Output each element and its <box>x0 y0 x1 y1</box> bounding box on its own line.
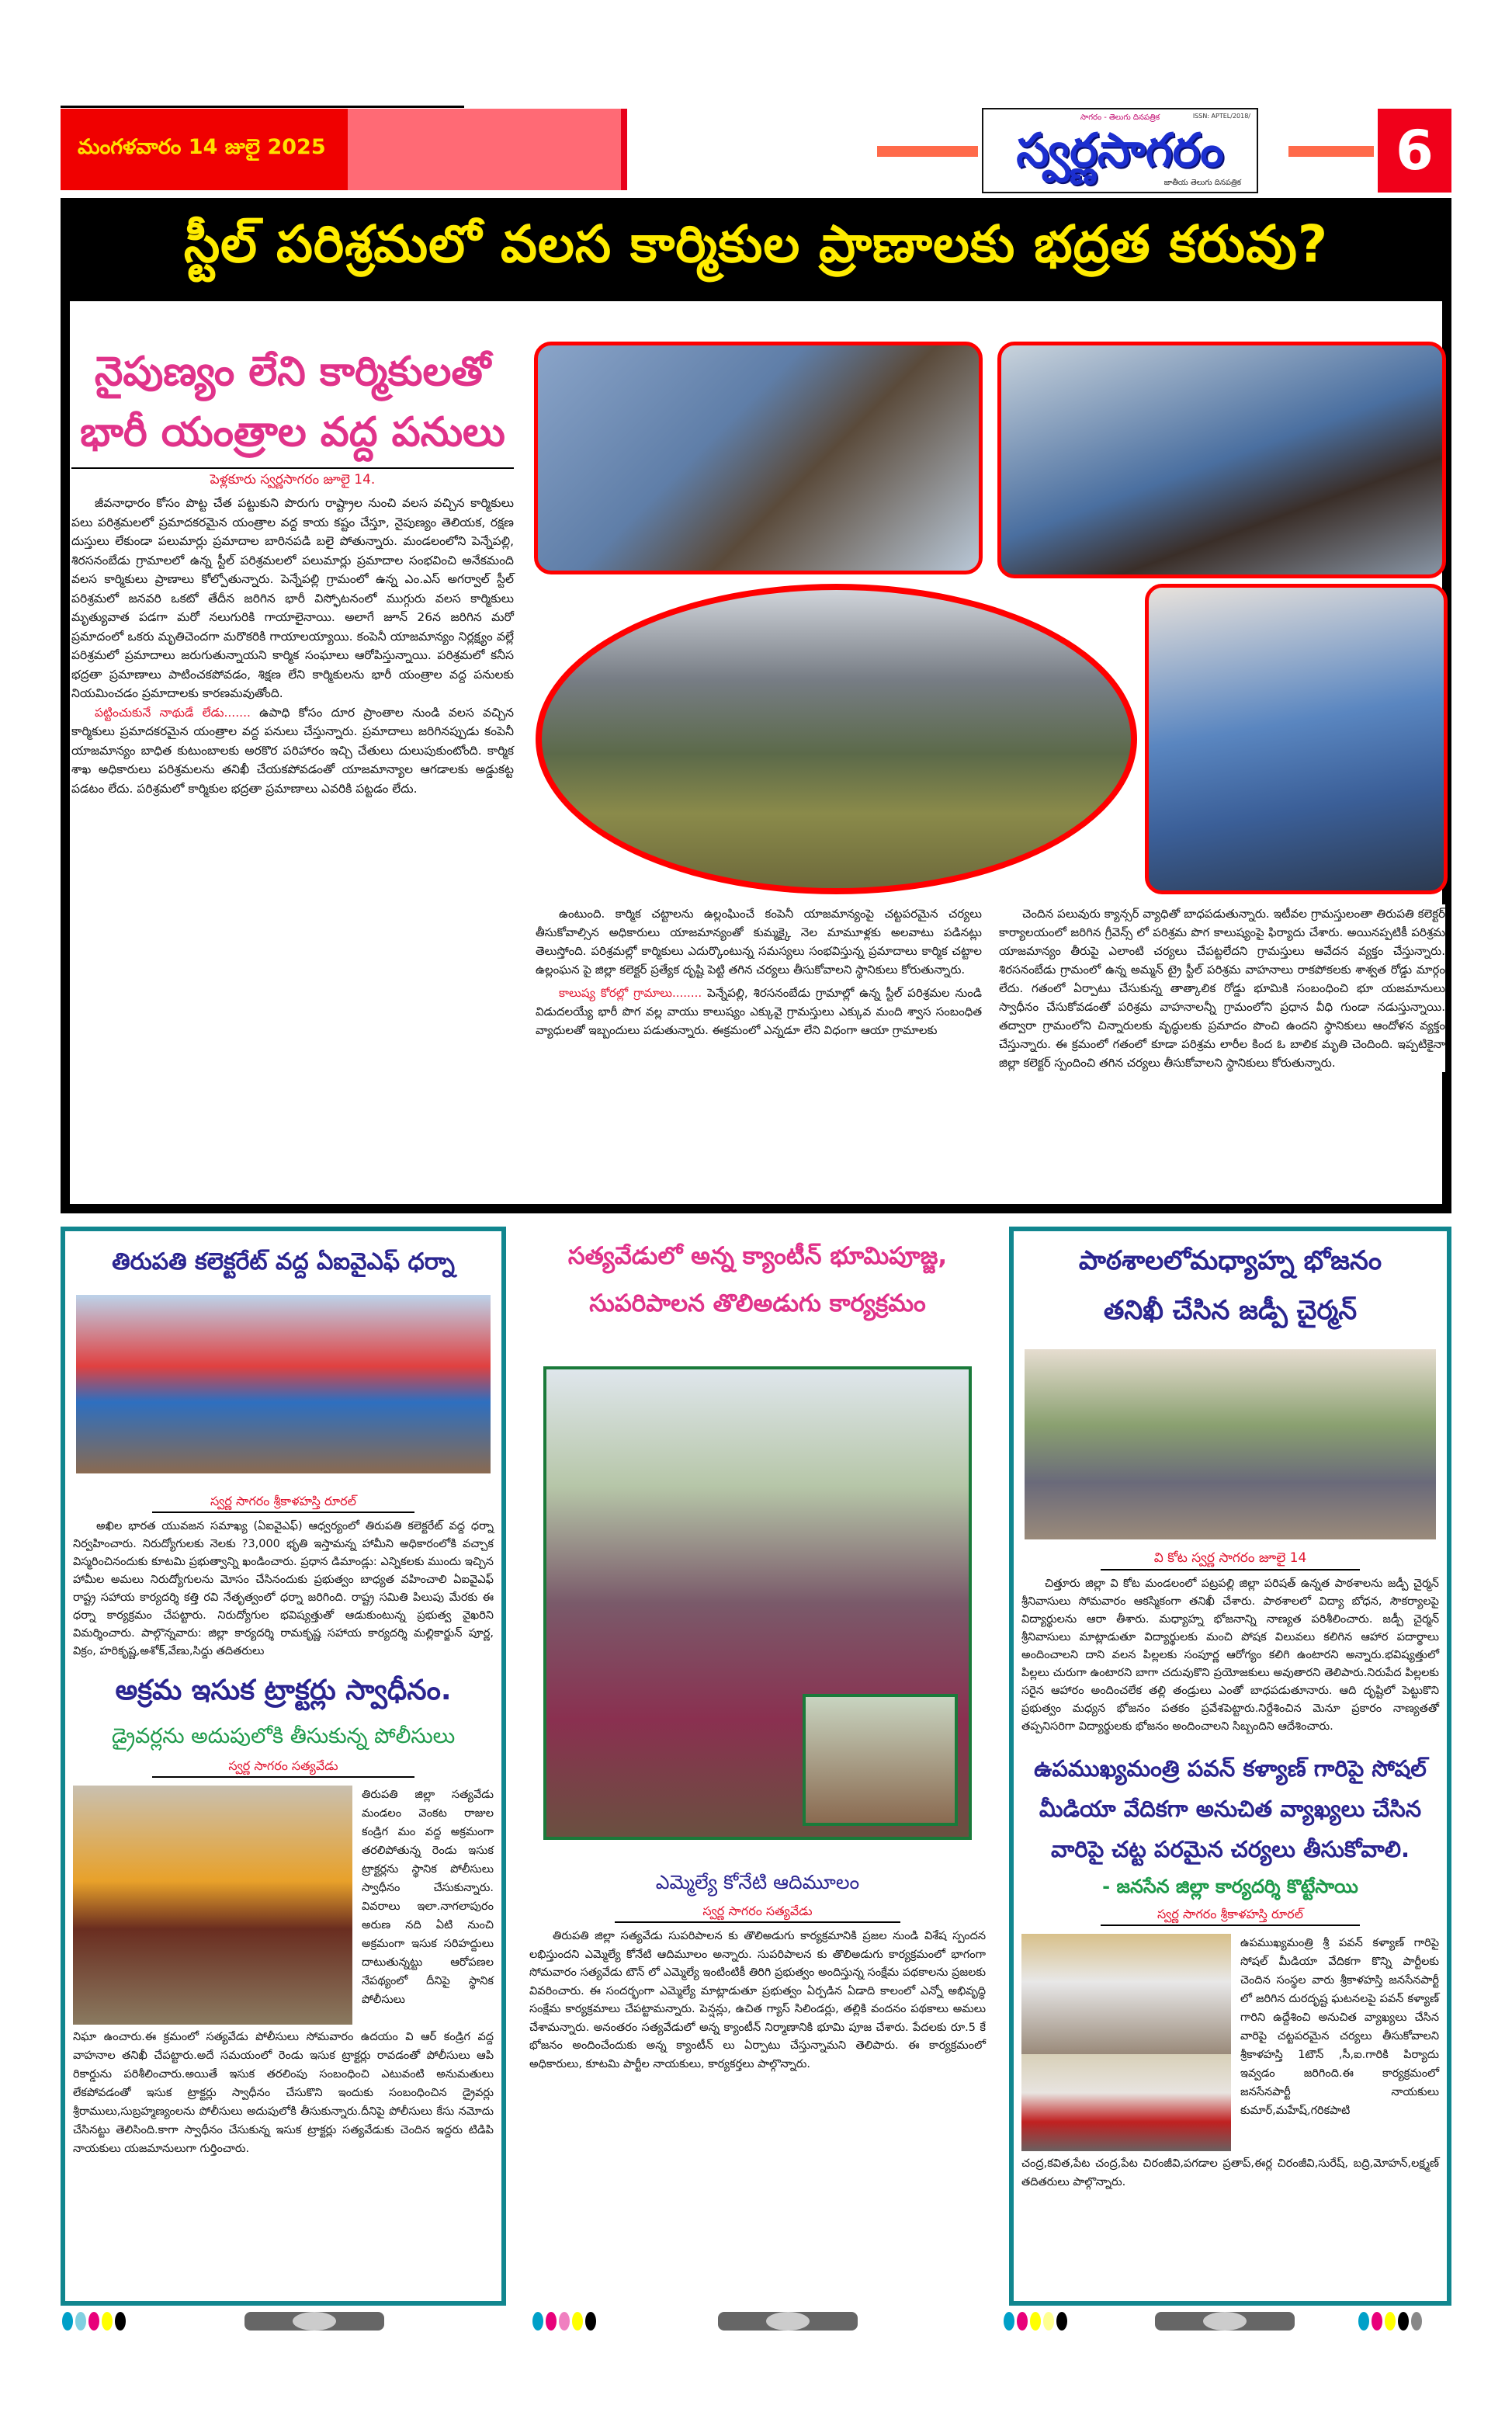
lead-body-5: చెందిన పలువురు క్యాన్సర్ వ్యాధితో బాధపడుతున్నారు. ఇటీవల గ్రామస్తులంతా తిరుపతి కలెక్టర్ కార్యాలయంలో జరిగిన గ్రీవెన్స్ లో పరిశ్రమ పొగ కాలుష్యంపై ఫిర్యాదు చేశారు. అయినప్పటికీ పరిశ్రమ యాజమాన్యం తీరుపై ఎలాంటి చర్యలు చేపట్టలేదని గ్రామస్తులు ఆవేదన వ్యక్తం చేస్తున్నారు. శిరసనంబేడు గ్రామంలో ఉన్న అమ్మన్ ట్రై స్టీల్ పరిశ్రమ వాహనాలు రాకపోకలకు శాశ్వత రోడ్డు మార్గం లేదు. గతంలో ఏర్పాటు చేసుకున్న తాత్కాలిక రోడ్డు భూమికి సంబంధించి భూ యజమానులు స్వాధీనం చేసుకోవడంతో పరిశ్రమ వాహనాలన్నీ గ్రామంలోని ప్రధాన వీధి గుండా నడుస్తున్నాయి. తద్వారా గ్రామంలోని చిన్నారులకు వృద్ధులకు ప్రమాదం పొంచి ఉందని స్థానికులు ఆందోళన వ్యక్తం చేస్తున్నారు. ఈ క్రమంలో గతంలో కూడా పరిశ్రమ లారీల కింద ఓ బాలిక మృతి చెందింది. ఇప్పటికైనా జిల్లా కలెక్టర్ స్పందించి తగిన చర్యలు తీసుకోవాలని స్థానికులు కోరుతున్నారు. <box>999 907 1445 1070</box>
photo-sand-tractor <box>73 1786 352 2025</box>
newspaper-logo <box>982 108 1258 193</box>
lead-subheadline-2: భారీ యంత్రాల వద్ద పనులు <box>80 409 505 456</box>
registration-bar <box>718 2312 858 2331</box>
story-column-2 <box>520 1227 995 2306</box>
lead-kicker-1: పట్టించుకునే నాథుడే లేడు....... <box>95 705 251 720</box>
date-box-fill <box>348 109 627 190</box>
top-rule <box>61 106 464 108</box>
col1-dateline-2: స్వర్ణ సాగరం సత్యవేడు <box>152 1758 414 1778</box>
page-number: 6 <box>1378 109 1451 193</box>
photo-janasena-complaint <box>1021 1934 1231 2054</box>
lead-headline: స్టీల్ పరిశ్రమలో వలస కార్మికుల ప్రాణాలకు భద్రత కరువు? <box>61 198 1451 303</box>
col1-subheadline-2: డ్రైవర్లను అదుపులోకి తీసుకున్న పోలీసులు <box>111 1724 456 1748</box>
lead-dateline: పెళ్లకూరు స్వర్ణసాగరం జూలై 14. <box>71 467 514 491</box>
col1-headline: తిరుపతి కలెక్టరేట్ వద్ద ఏఐవైఎఫ్ ధర్నా <box>112 1248 455 1275</box>
logo-subtitle: జాతీయ తెలుగు దినపత్రిక <box>1163 179 1241 187</box>
col3-dateline: వి కోట స్వర్ణ సాగరం జూలై 14 <box>1101 1550 1361 1570</box>
divider-dash <box>1288 146 1374 157</box>
registration-bar <box>244 2312 384 2331</box>
photo-anna-canteen-event <box>543 1366 972 1840</box>
lead-body-1: జీవనాధారం కోసం పొట్ట చేత పట్టుకుని పొరుగు రాష్ట్రాల నుంచి వలస వచ్చిన కార్మికులు పలు పరిశ్రమలలో ప్రమాదకరమైన యంత్రాల వద్ద కాయ కష్టం చేస్తూ, నైపుణ్యం తెలియక, రక్షణ దుస్తులు లేకుండా పలుమార్లు ప్రమాదాల బారినపడి బలై పోతున్నారు. మండలంలోని పెన్నేపల్లి, శిరసనంబేడు గ్రామాలలో ఉన్న స్టీల్ పరిశ్రమలలో పలుమార్లు ప్రమాదాల సంభవించి అనేకమంది వలస కార్మికులు ప్రాణాలు కోల్పోతున్నారు. పెన్నేపల్లి గ్రామంలో ఉన్న ఎం.ఎస్ అగర్వాల్ స్టీల్ పరిశ్రమలో జనవరి ఒకటో తేదీన జరిగిన భారీ విస్ఫోటనంలో ముగ్గురు వలస కార్మికులు మృత్యువాత పడగా మరో నలుగురికి గాయాలైనాయి. అలాగే జూన్ 26న జరిగిన మరో ప్రమాదంలో ఒకరు మృతిచెందగా మరొకరికి గాయాలయ్యాయి. కంపెనీ యాజమాన్యం నిర్లక్ష్యం వల్లే పరిశ్రమలో ప్రమాదాలు జరుగుతున్నాయని కార్మిక సంఘాలు ఆరోపిస్తున్నాయి. పరిశ్రమలో కనీస భద్రతా ప్రమాణాలు పాటించకపోవడం, శిక్షణ లేని కార్మికులను భారీ యంత్రాల వద్ద పనులకు నియమించడం ప్రమాదాలకు కారణమవుతోంది. <box>71 496 514 700</box>
inset-photo <box>803 1694 958 1826</box>
story-column-1 <box>61 1227 506 2306</box>
photo-group <box>1021 1934 1231 2151</box>
photo-school-meal-inspection <box>1025 1349 1436 1539</box>
issn: ISSN: APTEL/2018/ <box>1192 113 1250 120</box>
col3-byline-2: - జనసేన జిల్లా కార్యదర్శి కొట్టేసాయి <box>1102 1876 1358 1897</box>
color-registration-marks <box>1004 2312 1067 2331</box>
lead-continuation-text <box>536 904 1445 1072</box>
col3-body: చిత్తూరు జిల్లా వి కోట మండలంలో పట్రపల్లి జిల్లా పరిషత్ ఉన్నత పాఠశాలను జడ్పీ చైర్మన్ శ్రీనివాసులు సోమవారం ఆకస్మికంగా తనిఖీ చేశారు. పాఠశాలలో విద్యా బోధన, సౌకర్యాలపై విద్యార్థులను ఆరా తీశారు. మధ్యాహ్న భోజనాన్ని నాణ్యత పరిశీలించారు. జడ్పీ చైర్మన్ శ్రీనివాసులు మాట్లాడుతూ విద్యార్థులకు మంచి పోషక విలువలు కలిగిన ఆహార పదార్థాలు అందించాలని దాని వలన పిల్లలకు సంపూర్ణ ఆరోగ్యం కలిగి ఉంటారని అన్నారు.భవిష్యత్తులో పిల్లలు చురుగా ఉంటారని బాగా చదువుకొని ప్రయోజకులు అవుతారని తెలిపారు.నిరుపేద పిల్లలకు సరైన ఆహారం అందించలేక తల్లి తండ్రులు ఎంతో బాధపడుతూనారు. ఆది దృష్టిలో పెట్టుకొని ప్రభుత్వం మధ్యన భోజనం పతకం ప్రవేశపెట్టారు.నిర్దేశించిన మెనూ ప్రకారం నాణ్యతతో తప్పనిసరిగా విద్యార్థులకు భోజనం అందించాలని సిబ్బందిని ఆదేశించారు. <box>1021 1577 1439 1733</box>
logo-name: స్వర్ణసాగరం <box>1016 123 1224 178</box>
photo-injured-worker-bed <box>534 342 983 574</box>
lead-body-3: ఉంటుంది. కార్మిక చట్టాలను ఉల్లంఘించే కంపెనీ యాజమాన్యంపై చట్టపరమైన చర్యలు తీసుకోవాల్సిన అధికారులు యాజమాన్యంతో కుమ్మక్కై నెల మామూళ్లకు అలవాటు పడినట్లు తెలుస్తోంది. పరిశ్రమల్లో కార్మికులు ఎదుర్కొంటున్న సమస్యలు సంభవిస్తున్న ప్రమాదాలు కార్మిక చట్టాల ఉల్లంఘన పై జిల్లా కలెక్టర్ ప్రత్యేక దృష్టి పెట్టి తగిన చర్యలు తీసుకోవాలని స్థానికులు కోరుతున్నారు. <box>536 907 982 977</box>
col3-dateline-2: స్వర్ణ సాగరం శ్రీకాళహస్తి రూరల్ <box>1101 1907 1361 1926</box>
color-registration-marks <box>1358 2312 1422 2331</box>
lead-body-2: ఉపాధి కోసం దూర ప్రాంతాల నుండి వలస వచ్చిన కార్మికులు ప్రమాదకరమైన యంత్రాల వద్ద పనులు చేస్తున్నారు. ప్రమాదాలు జరిగినప్పుడు కంపెనీ యాజమాన్యం బాధిత కుటుంబాలకు అరకొర పరిహారం ఇచ్చి చేతులు దులుపుకుంటోంది. కార్మిక శాఖ అధికారులు పరిశ్రమలను తనిఖీ చేయకపోవడంతో యాజమాన్యాల ఆగడాలకు అడ్డుకట్ట పడటం లేదు. పరిశ్రమలో కార్మికుల భద్రతా ప్రమాణాలు ఎవరికి పట్టడం లేదు. <box>71 705 514 796</box>
col2-dateline: స్వర్ణ సాగరం సత్యవేడు <box>615 1904 900 1923</box>
col1-headline-2: అక్రమ ఇసుక ట్రాక్టర్లు స్వాధీనం. <box>115 1675 452 1706</box>
divider-dash <box>877 146 978 157</box>
col3-headline-2: తనిఖీ చేసిన జడ్పీ చైర్మన్ <box>1103 1295 1358 1326</box>
col2-subheadline: ఎమ్మెల్యే కోనేటి ఆదిమూలం <box>655 1871 860 1893</box>
registration-bar <box>1155 2312 1295 2331</box>
col3-headline-1: పాఠశాలలోమధ్యాహ్న భోజనం <box>1078 1245 1382 1276</box>
photo-injured-worker-hospital <box>997 342 1446 578</box>
col1-body: అఖిల భారత యువజన సమాఖ్య (ఏఐవైఎఫ్) ఆధ్వర్యంలో తిరుపతి కలెక్టరేట్ వద్ద ధర్నా నిర్వహించారు. నిరుద్యోగులకు నెలకు ?3,000 భృతి ఇస్తామన్న హామీని అధికారంలోకి వచ్చాక విస్మరించినందుకు కూటమి ప్రభుత్వాన్ని ఖండించారు. ప్రధాన డిమాండ్లు: ఎన్నికలకు ముందు ఇచ్చిన హామీల అమలు నిరుద్యోగులను మోసం చేసినందుకు ప్రభుత్వం బాధ్యత వహించాలి ఏఐవైఎఫ్ రాష్ట్ర సహాయ కార్యదర్శి కత్తి రవి నేతృత్వంలో ధర్నా జరిగింది. రాష్ట్ర సమితి పిలుపు మేరకు ఈ ధర్నా కార్యక్రమం చేపట్టారు. నిరుద్యోగుల భవిష్యత్తుతో ఆడుకుంటున్న ప్రభుత్వ వైఖరిని విమర్శించారు. పాల్గొన్నవారు: జిల్లా కార్యదర్శి రామకృష్ణ సహాయ కార్యదర్శి మల్లికార్జున్ పూర్ణ, విక్రం, హరికృష్ణ,అశోక్,వేణు,సిద్దు తదితరులు <box>73 1520 494 1657</box>
photo-steel-plant-smoke <box>536 584 1137 894</box>
lead-kicker-2: కాలుష్య కోరల్లో గ్రామాలు........ <box>559 986 702 1000</box>
issue-date: మంగళవారం 14 జులై 2025 <box>78 134 326 159</box>
col2-headline-2: సుపరిపాలన తొలిఅడుగు కార్యక్రమం <box>589 1289 926 1317</box>
color-registration-marks <box>532 2312 596 2331</box>
col3-body-2b: చంద్ర,కవిత,పేట చంద్ర,పేట చిరంజీవి,పగడాల ప్రతాప్,ఈర్ల చిరంజీవి,సురేష్, బద్రి,మోహన్,లక్ష్మణ్ తదితరులు పాల్గొన్నారు. <box>1021 2157 1439 2188</box>
lead-left-column <box>71 342 514 798</box>
logo-tagline: సాగరం - తెలుగు దినపత్రిక <box>1080 113 1160 122</box>
story-column-3 <box>1009 1227 1451 2306</box>
color-registration-marks <box>62 2312 126 2331</box>
lead-subheadline-1: నైపుణ్యం లేని కార్మికులతో <box>94 349 491 395</box>
photo-aiyf-protest <box>76 1295 491 1473</box>
col1-dateline: స్వర్ణ సాగరం శ్రీకాళహస్తి రూరల్ <box>152 1494 414 1513</box>
lead-body-4: పెన్నేపల్లి, శిరసనంబేడు గ్రామాల్లో ఉన్న స్టీల్ పరిశ్రమల నుండి విడుదలయ్యే భారీ పొగ వల్ల వాయు కాలుష్యం ఎక్కువై గ్రామస్తులు ఎక్కువ మంది శ్వాస సంబంధిత వ్యాధులతో ఇబ్బందులు పడుతున్నారు. ఈక్రమంలో ఎన్నడూ లేని విధంగా ఆయా గ్రామాలకు <box>536 986 982 1037</box>
col2-body: తిరుపతి జిల్లా సత్యవేడు సుపరిపాలన కు తొలిఅడుగు కార్యక్రమానికి ప్రజల నుండి విశేష స్పందన లభిస్తుందని ఎమ్మెల్యే కోనేటి ఆదిమూలం అన్నారు. సుపరిపాలన కు తొలిఅడుగు కార్యక్రమంలో భాగంగా సోమవారం సత్యవేడు టౌన్ లో ఎమ్మెల్యే ఇంటింటికీ తిరిగి ప్రభుత్వం అందిస్తున్న సంక్షేమ పథకాలను ప్రజలకు వివరించారు. ఈ సందర్భంగా ఎమ్మెల్యే మాట్లాడుతూ ప్రభుత్వం ఏర్పడిన ఏడాది కాలంలో ఎన్నో అభివృద్ధి సంక్షేమ కార్యక్రమాలు చేపట్టామన్నారు. పెన్షన్లు, ఉచిత గ్యాస్ సిలిండర్లు, తల్లికి వందనం పథకాలు అమలు చేశామన్నారు. అనంతరం సత్యవేడులో అన్న క్యాంటీన్ నిర్మాణానికి భూమి పూజ చేశారు. పేదలకు రూ.5 కే భోజనం అందించేందుకు అన్న క్యాంటీన్ లు ఏర్పాటు చేస్తున్నామని తెలిపారు. ఈ కార్యక్రమంలో అధికారులు, కూటమి పార్టీల నాయకులు, కార్యకర్తలు పాల్గొన్నారు. <box>529 1930 986 2070</box>
col3-headline-2a: ఉపముఖ్యమంత్రి పవన్ కళ్యాణ్ గారిపై సోషల్ మీడియా వేదికగా అనుచిత వ్యాఖ్యలు చేసిన వారిపై చట్ట పరమైన చర్యలు తీసుకోవాలి. <box>1034 1755 1427 1862</box>
photo-injured-worker-closeup <box>1145 584 1448 894</box>
photo-janasena-police-station <box>1021 2054 1231 2151</box>
col3-body-2a: ఉపముఖ్యమంత్రి శ్రీ పవన్ కళ్యాణ్ గారిపై సోషల్ మీడియా వేదికగా కొన్ని పార్టీలకు చెందిన సంస్థల వారు శ్రీకాళహస్తి జనసేనపార్టీ లో జరిగిన దురదృష్ట ఘటనలపై పవన్ కళ్యాణ్ గారిని ఉద్దేశించి అనుచిత వ్యాఖ్యలు చేసిన వారిపై చట్టపరమైన చర్యలు తీసుకోవాలని శ్రీకాళహస్తి 1టౌన్ ,సీ,ఐ.గారికి పిర్యాదు ఇవ్వడం జరిగింది.ఈ కార్యక్రమంలో జనసేనపార్టీ నాయకులు కుమార్,మహేష్,గరికపాటి <box>1240 1937 1439 2117</box>
col1-body-2a: తిరుపతి జిల్లా సత్యవేడు మండలం వెంకట రాజుల కండ్రిగ మం వద్ద అక్రమంగా తరలిపోతున్న రెండు ఇసుక ట్రాక్టర్లను స్థానిక పోలీసులు స్వాధీనం చేసుకున్నారు. వివరాలు ఇలా.నాగలాపురం అరుణ నది ఏటి నుంచి అక్రమంగా ఇసుక సరిహద్దులు దాటుతున్నట్టు ఆరోపణల నేపథ్యంలో దీనిపై స్థానిక పోలీసులు <box>362 1789 494 2006</box>
col2-headline-1: సత్యవేడులో అన్న క్యాంటీన్ భూమిపూజ్జ, <box>567 1242 948 1270</box>
col1-body-2b: నిఘా ఉంచారు.ఈ క్రమంలో సత్యవేడు పోలీసులు సోమవారం ఉదయం వి ఆర్ కండ్రిగ వద్ద వాహనాల తనిఖీ చేపట్టారు.అదే సమయంలో రెండు ఇసుక ట్రాక్టర్లు రావడంతో పోలీసులు ఆపి రికార్డును పరిశీలించారు.అయితే ఇసుక తరలింపు సంబంధించి ఎటువంటి అనుమతులు లేకపోవడంతో ఇసుక ట్రాక్టర్లు స్వాధీనం చేసుకొని ఇందుకు సంబంధించిన డ్రైవర్లు శ్రీరాములు,సుబ్రహ్మణ్యంలను పోలీసులు అదుపులోకి తీసుకున్నారు.దీనిపై పోలీసులు కేసు నమోదు చేసినట్టు తెలిసింది.కాగా స్వాధీనం చేసుకున్న ఇసుక ట్రాక్టర్లు సత్యవేడుకు చెందిన ఇద్దరు టిడిపి నాయకులు యజమానులుగా గుర్తించారు. <box>73 2031 494 2155</box>
date-box <box>61 109 348 190</box>
